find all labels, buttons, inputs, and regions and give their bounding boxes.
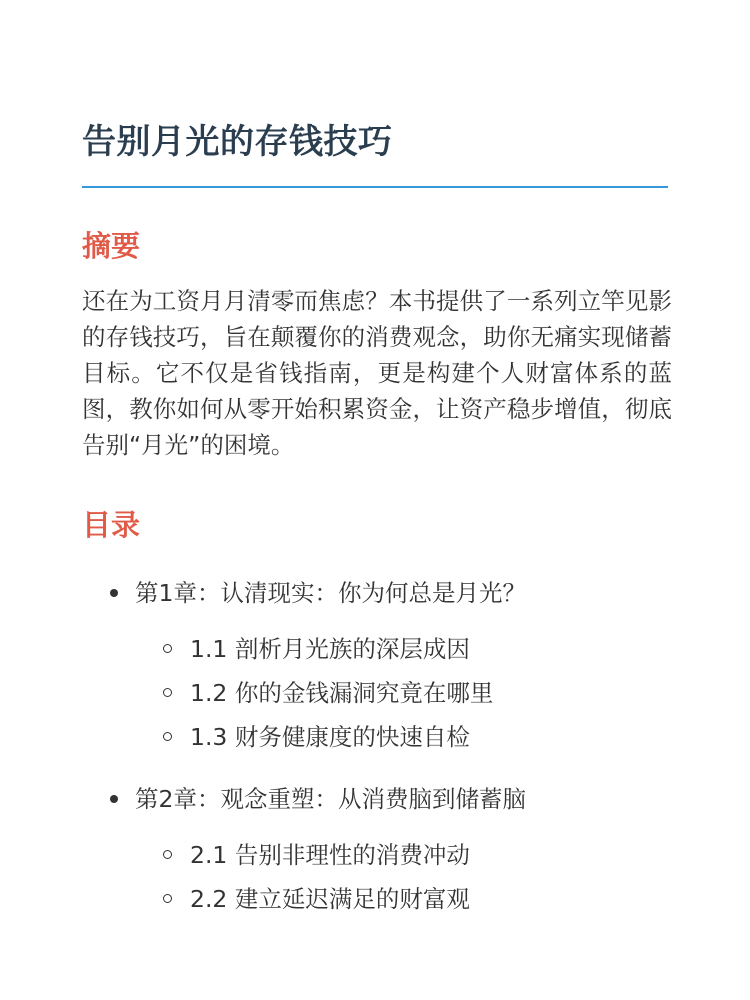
toc-section-item xyxy=(135,837,668,881)
toc-section-item xyxy=(135,675,668,719)
circle-bullet-icon xyxy=(163,644,172,653)
circle-bullet-icon xyxy=(163,732,172,741)
circle-bullet-icon xyxy=(163,894,172,903)
bullet-dot-icon xyxy=(110,589,118,597)
section-label: 2.1 告别非理性的消费冲动 xyxy=(190,841,470,869)
chapter-sections xyxy=(135,631,668,763)
chapter-title: 第2章：观念重塑：从消费脑到储蓄脑 xyxy=(135,785,526,813)
title-divider xyxy=(82,186,668,188)
section-label: 2.2 建立延迟满足的财富观 xyxy=(190,885,470,913)
chapter-title: 第1章：认清现实：你为何总是月光？ xyxy=(135,579,526,607)
toc-list xyxy=(82,575,668,925)
toc-chapter-2 xyxy=(82,781,668,925)
toc-section-item xyxy=(135,631,668,675)
toc-chapter-1 xyxy=(82,575,668,763)
circle-bullet-icon xyxy=(163,688,172,697)
section-label: 1.3 财务健康度的快速自检 xyxy=(190,723,470,751)
summary-text: 还在为工资月月清零而焦虑？本书提供了一系列立竿见影的存钱技巧，旨在颠覆你的消费观念，助你无痛实现储蓄目标。它不仅是省钱指南，更是构建个人财富体系的蓝图，教你如何从零开始积累资金，让资产稳步增值，彻底告别“月光”的困境。 xyxy=(82,287,672,459)
page-title: 告别月光的存钱技巧 xyxy=(82,122,393,162)
section-label: 1.1 剖析月光族的深层成因 xyxy=(190,635,470,663)
bullet-dot-icon xyxy=(110,795,118,803)
chapter-sections xyxy=(135,837,668,925)
summary-heading: 摘要 xyxy=(82,229,141,263)
circle-bullet-icon xyxy=(163,850,172,859)
toc-section-item xyxy=(135,881,668,925)
section-label: 1.2 你的金钱漏洞究竟在哪里 xyxy=(190,679,494,707)
toc-heading: 目录 xyxy=(82,508,141,542)
toc-section-item xyxy=(135,719,668,763)
